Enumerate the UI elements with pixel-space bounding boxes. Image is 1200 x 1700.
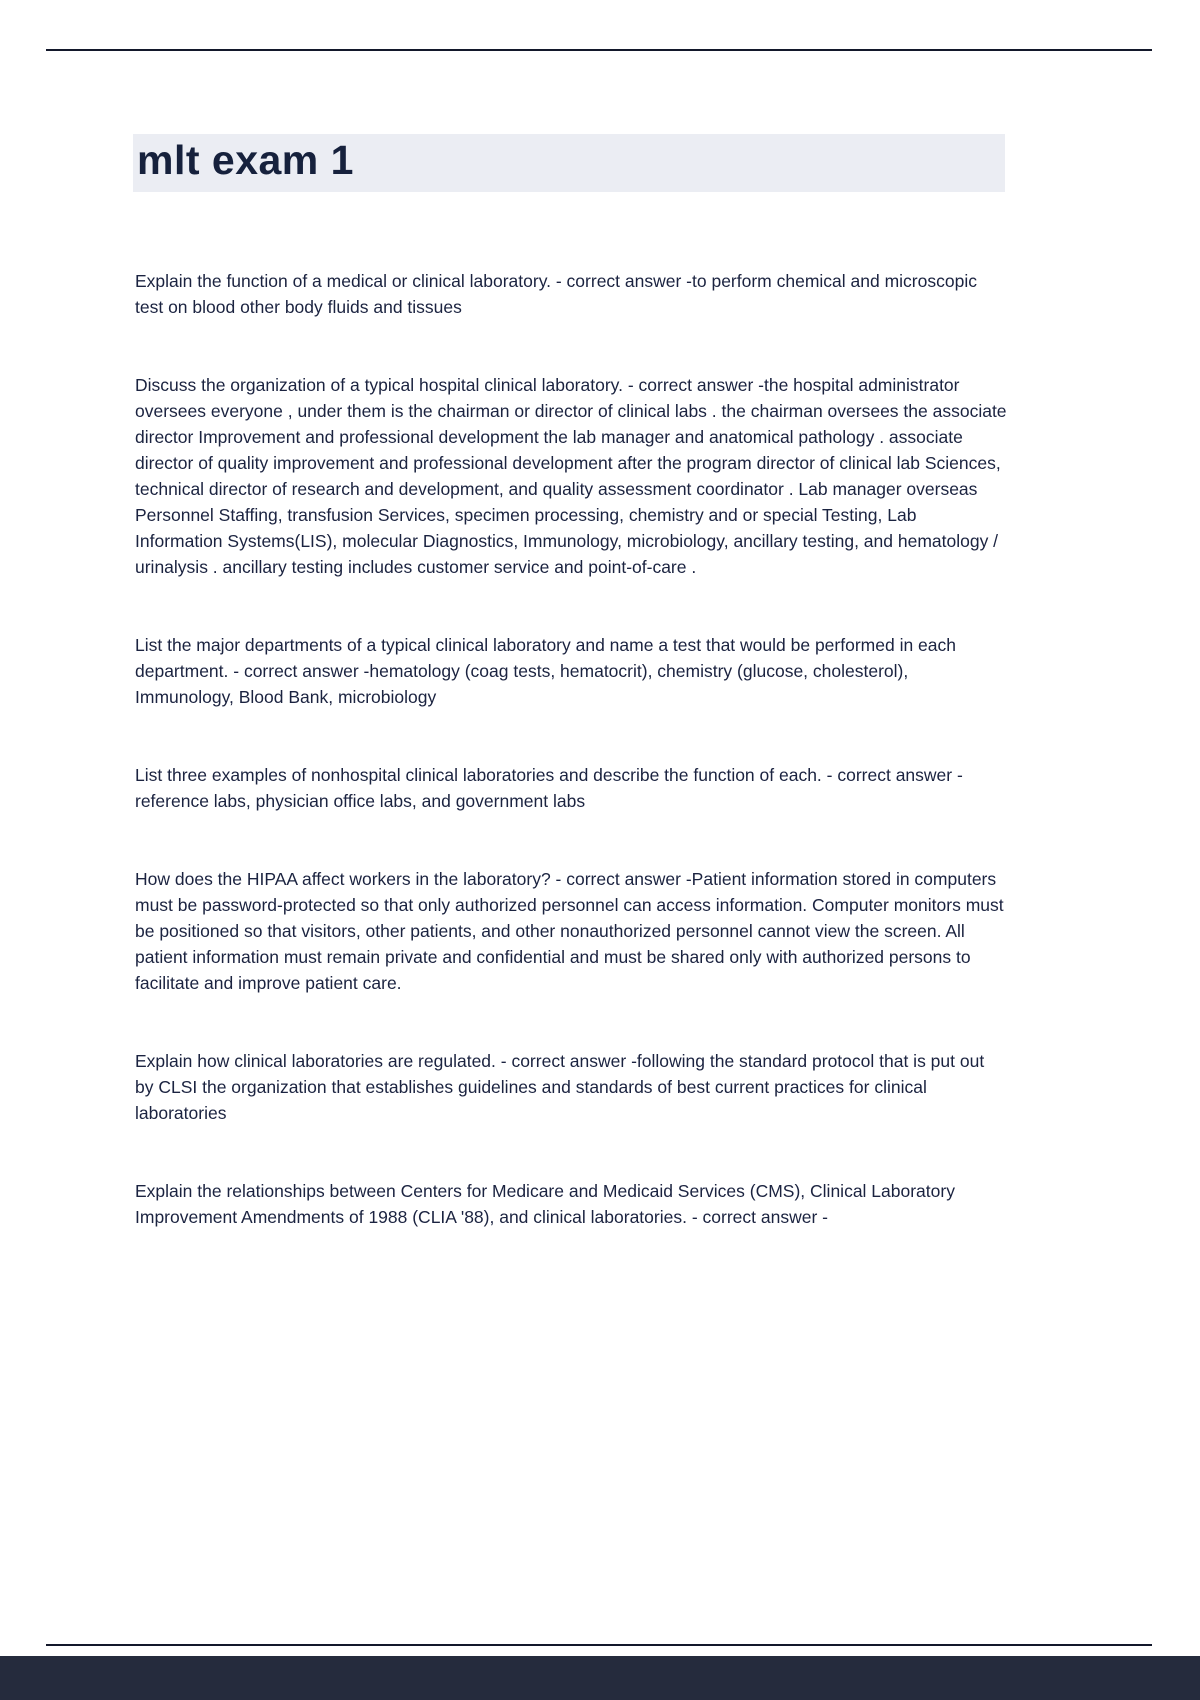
qa-paragraph: Explain how clinical laboratories are regulated. - correct answer -following the standard protocol that is put out by CLSI the organization that establishes guidelines and standards of best current practices for clinical laboratories <box>135 1051 985 1123</box>
top-divider <box>46 49 1152 51</box>
qa-paragraph: How does the HIPAA affect workers in the laboratory? - correct answer -Patient information stored in computers must be password-protected so that only authorized personnel can access information. Computer monitors must be positioned so that visitors, other patients, and other nonauthorized personnel cannot view the screen. All patient information must remain private and confidential and must be shared only with authorized persons to facilitate and improve patient care. <box>135 869 1004 993</box>
qa-paragraph: Explain the relationships between Centers for Medicare and Medicaid Services (CMS), Clinical Laboratory Improvement Amendments of 1988 (CLIA '88), and clinical laboratories. - correct answer - <box>135 1181 955 1227</box>
document-body <box>135 268 1007 1282</box>
footer-bar <box>0 1656 1200 1700</box>
qa-paragraph: Explain the function of a medical or clinical laboratory. - correct answer -to perform chemical and microscopic test on blood other body fluids and tissues <box>135 271 977 317</box>
page-title: mlt exam 1 <box>133 134 1005 192</box>
qa-paragraph: Discuss the organization of a typical hospital clinical laboratory. - correct answer -the hospital administrator oversees everyone , under them is the chairman or director of clinical labs . the chairman oversees the associate director Improvement and professional development the lab manager and anatomical pathology . associate director of quality improvement and professional development after the program director of clinical lab Sciences, technical director of research and development, and quality assessment coordinator . Lab manager overseas Personnel Staffing, transfusion Services, specimen processing, chemistry and or special Testing, Lab Information Systems(LIS), molecular Diagnostics, Immunology, microbiology, ancillary testing, and hematology / urinalysis . ancillary testing includes customer service and point-of-care . <box>135 375 1007 577</box>
bottom-divider <box>46 1644 1152 1646</box>
qa-paragraph: List the major departments of a typical clinical laboratory and name a test that would be performed in each department. - correct answer -hematology (coag tests, hematocrit), chemistry (glucose, cholesterol), Immunology, Blood Bank, microbiology <box>135 635 956 707</box>
qa-paragraph: List three examples of nonhospital clinical laboratories and describe the function of each. - correct answer -reference labs, physician office labs, and government labs <box>135 765 963 811</box>
